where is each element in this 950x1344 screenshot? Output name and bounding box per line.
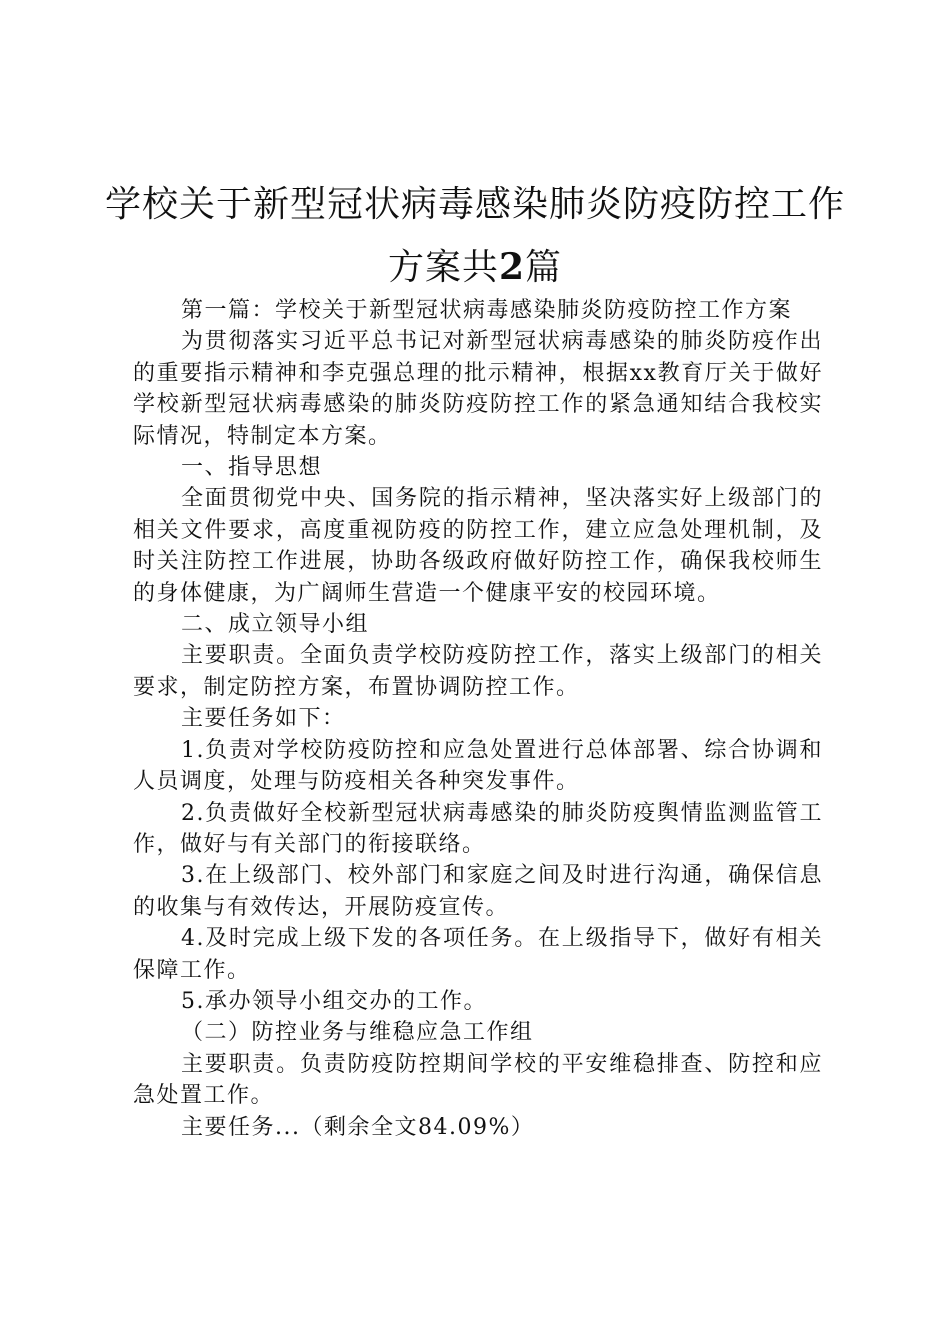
section-heading-part-1: 第一篇：学校关于新型冠状病毒感染肺炎防疫防控工作方案: [181, 298, 793, 323]
task-item-3: 3.在上级部门、校外部门和家庭之间及时进行沟通，确保信息的收集与有效传达，开展防疫宣传。: [133, 863, 823, 920]
intro-paragraph: 为贯彻落实习近平总书记对新型冠状病毒感染的肺炎防疫作出的重要指示精神和李克强总理的批示精神，根据xx教育厅关于做好学校新型冠状病毒感染的肺炎防疫防控工作的紧急通知结合我校实际情况，特制定本方案。: [133, 329, 823, 449]
heading-guiding-ideology: 一、指导思想: [181, 455, 323, 481]
guiding-ideology-paragraph: 全面贯彻党中央、国务院的指示精神，坚决落实好上级部门的相关文件要求，高度重视防疫的防控工作，建立应急处理机制，及时关注防控工作进展，协助各级政府做好防控工作，确保我校师生的身体健康，为广阔师生营造一个健康平安的校园环境。: [133, 486, 823, 606]
title-line-2-suffix: 篇: [525, 247, 563, 288]
task-item-1: 1.负责对学校防疫防控和应急处置进行总体部署、综合协调和人员调度，处理与防疫相关各种突发事件。: [133, 737, 823, 795]
title-line-2-number: 2: [498, 246, 526, 288]
document-title-line-2: [100, 232, 850, 303]
remaining-text-notice: 主要任务...（剩余全文84.09%）: [181, 1114, 535, 1140]
task-item-2: 2.负责做好全校新型冠状病毒感染的肺炎防疫舆情监测监管工作，做好与有关部门的衔接联络。: [133, 800, 823, 857]
task-item-5: 5.承办领导小组交办的工作。: [181, 988, 487, 1014]
heading-leading-group: 二、成立领导小组: [181, 612, 370, 638]
document-title-line-1: 学校关于新型冠状病毒感染肺炎防疫防控工作: [104, 184, 845, 225]
heading-prevention-group: （二）防控业务与维稳应急工作组: [181, 1020, 534, 1046]
task-item-4: 4.及时完成上级下发的各项任务。在上级指导下，做好有相关保障工作。: [133, 926, 823, 983]
leading-group-duties: 主要职责。全面负责学校防疫防控工作，落实上级部门的相关要求，制定防控方案，布置协调防控工作。: [133, 643, 823, 700]
document-body: [133, 295, 823, 1143]
title-line-2-text: 方案共: [387, 247, 499, 288]
prevention-group-duties: 主要职责。负责防疫防控期间学校的平安维稳排查、防控和应急处置工作。: [133, 1051, 823, 1109]
tasks-intro: 主要任务如下：: [181, 706, 346, 732]
